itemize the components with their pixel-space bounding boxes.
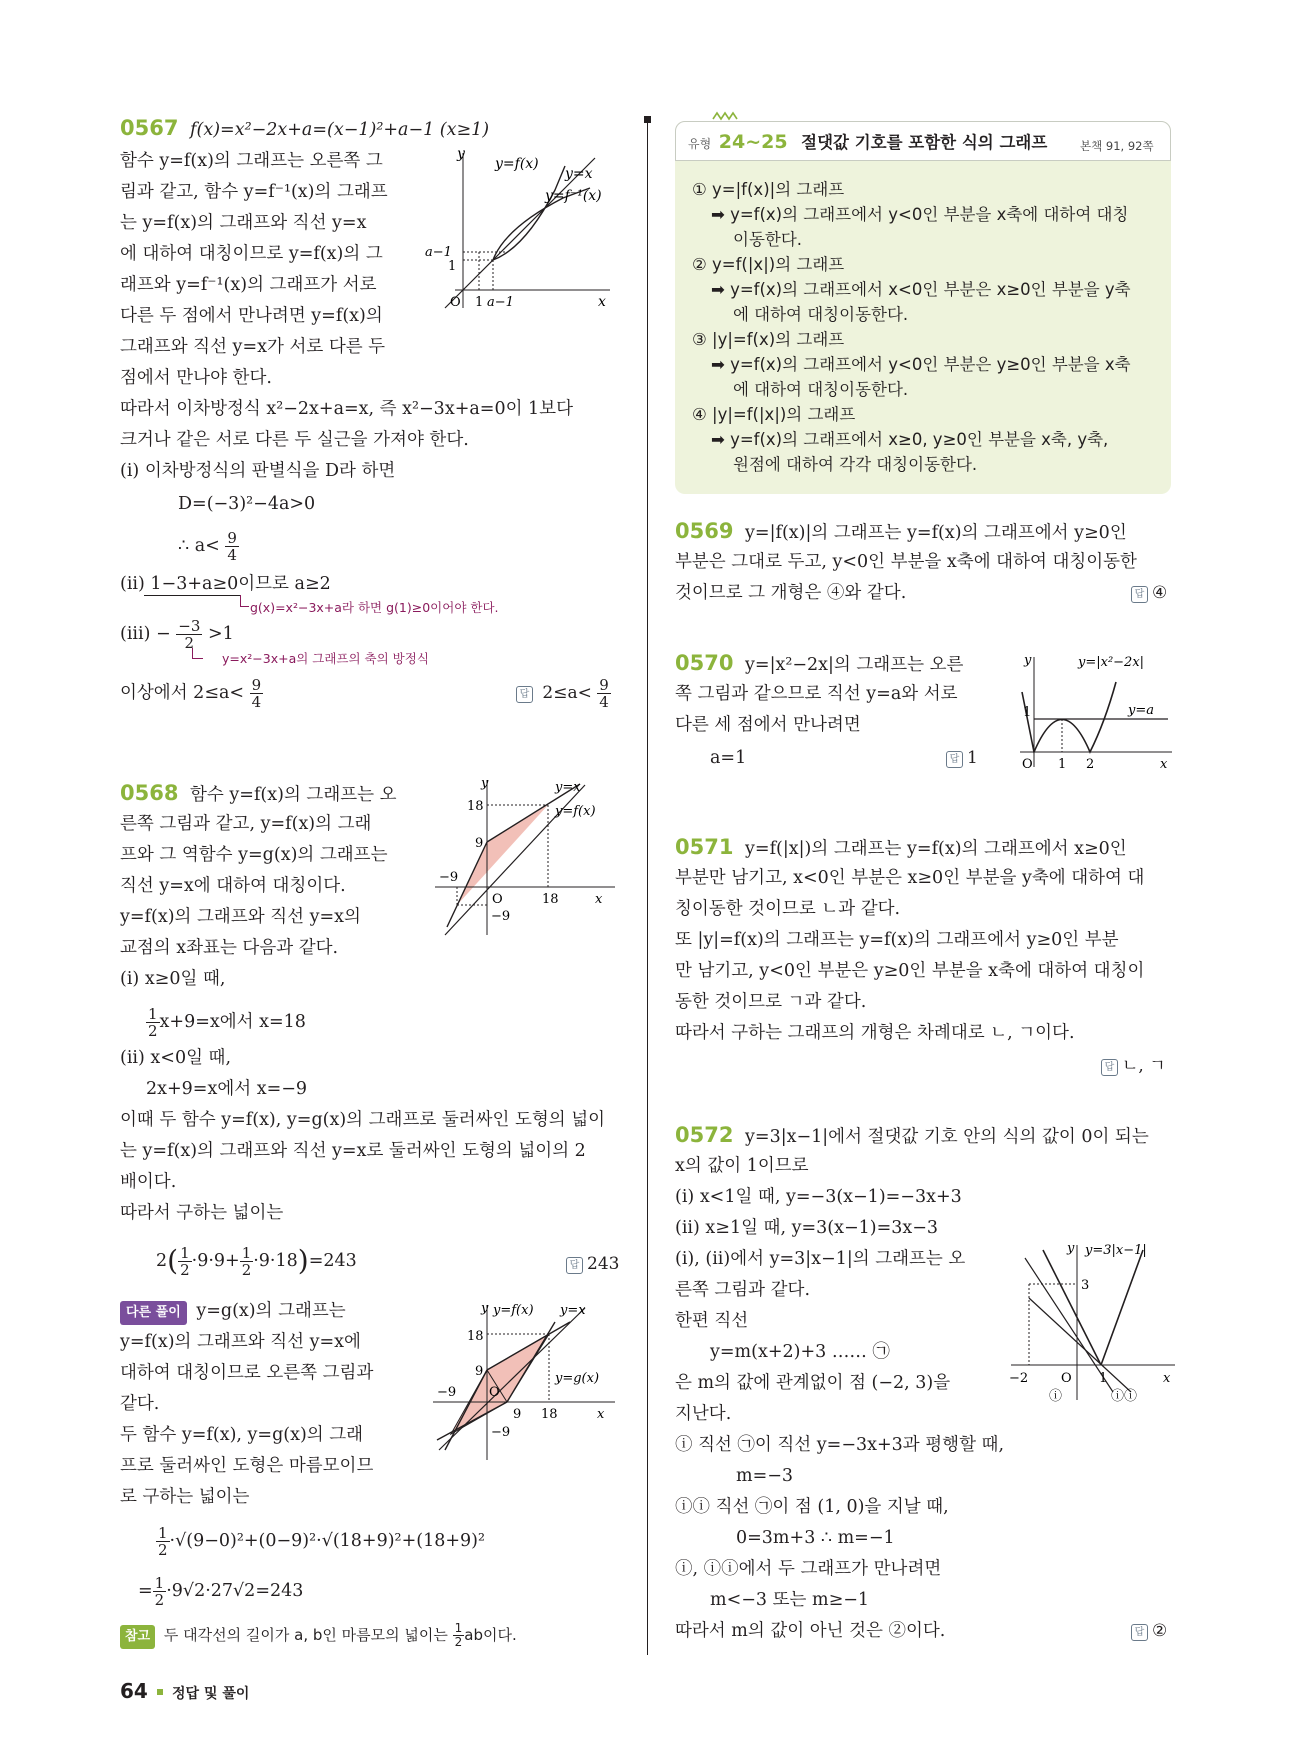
conclusion <box>120 677 263 710</box>
problem-0569-head: 0569 y=|f(x)|의 그래프는 y=f(x)의 그래프에서 y≥0인 <box>675 519 1127 543</box>
text-line: 함수 y=f(x)의 그래프는 오른쪽 그 <box>120 151 383 171</box>
box-line: ➡ y=f(x)의 그래프에서 y<0인 부분은 y≥0인 부분을 x축 <box>711 355 1131 374</box>
problem-0568-head: 0568 함수 y=f(x)의 그래프는 오 <box>120 781 397 805</box>
tick-label: a−1 <box>487 295 514 310</box>
column-divider <box>647 120 648 1655</box>
text: ab이다. <box>464 1626 517 1644</box>
numerator: 1 <box>241 1244 252 1262</box>
page-number: 64 <box>120 1679 148 1703</box>
axis-label: y <box>1024 653 1032 668</box>
denominator: 2 <box>454 1635 463 1649</box>
tick-label: 2 <box>1086 757 1095 772</box>
origin-label: O <box>1022 757 1033 772</box>
curve-f <box>493 166 565 260</box>
answer-0572 <box>1131 1620 1167 1642</box>
text-line: 직선 y=x에 대하여 대칭이다. <box>120 876 346 896</box>
box-line: 에 대하여 대칭이동한다. <box>733 380 909 399</box>
answer-icon: 답 <box>946 751 963 768</box>
text-line: 만 남기고, y<0인 부분은 y≥0인 부분을 x축에 대하여 대칭이 <box>675 961 1145 981</box>
box-line: ② y=f(|x|)의 그래프 <box>692 255 845 274</box>
equation-text: ∴ a< <box>178 536 220 556</box>
text-line: 로 구하는 넓이는 <box>120 1487 250 1507</box>
vshape-left <box>1043 1250 1101 1365</box>
text-line: 는 y=f(x)의 그래프와 직선 y=x로 둘러싸인 도형의 넓이의 2 <box>120 1141 586 1161</box>
box-line: 에 대하여 대칭이동한다. <box>733 305 909 324</box>
axis-label: x <box>598 294 606 310</box>
equation-text: x+9=x에서 x=18 <box>159 1012 306 1032</box>
label: y=g(x) <box>555 1371 600 1386</box>
box-line: 이동한다. <box>733 230 803 249</box>
rhombus <box>451 1334 549 1434</box>
graph-0568-b <box>425 1300 620 1465</box>
text: 두 대각선의 길이가 a, b인 마름모의 넓이는 <box>163 1626 448 1644</box>
text-line: ⓘⓘ 직선 ㉠이 점 (1, 0)을 지날 때, <box>675 1497 949 1517</box>
numerator: −3 <box>178 617 201 635</box>
text: y=g(x)의 그래프는 <box>196 1301 346 1321</box>
answer-icon: 답 <box>1131 586 1148 603</box>
axis-label: y <box>481 776 489 791</box>
fraction <box>176 618 202 651</box>
annotation-bracket <box>240 595 249 607</box>
answer-text: ② <box>1152 1621 1168 1641</box>
graph-0570 <box>1000 652 1175 772</box>
tick-label: 18 <box>541 1407 558 1422</box>
origin-label: O <box>489 1385 500 1400</box>
text: >1 <box>207 624 234 644</box>
box-line: ➡ y=f(x)의 그래프에서 x≥0, y≥0인 부분을 x축, y축, <box>711 430 1109 449</box>
answer-0571 <box>1101 1055 1166 1077</box>
reference-note <box>120 1622 517 1649</box>
problem-0567-head: 0567 f(x)=x²−2x+a=(x−1)²+a−1 (x≥1) <box>120 116 490 140</box>
section-label: 정답 및 풀이 <box>172 1686 250 1702</box>
box-line: 원점에 대하여 각각 대칭이동한다. <box>733 455 978 474</box>
answer-0568 <box>566 1253 619 1275</box>
text-line: 림과 같고, 함수 y=f⁻¹(x)의 그래프 <box>120 182 388 202</box>
denominator: 4 <box>227 546 237 564</box>
numerator: 1 <box>154 1574 165 1592</box>
text-line: 같다. <box>120 1394 160 1414</box>
tick-label: −2 <box>1009 1371 1029 1386</box>
text-line: 따라서 m의 값이 아닌 것은 ②이다. <box>675 1621 946 1641</box>
fraction <box>146 1006 160 1039</box>
answer-icon: 답 <box>566 1257 583 1274</box>
text-line: 다른 세 점에서 만나려면 <box>675 715 861 735</box>
footer-square <box>157 1689 163 1695</box>
text: 이상에서 2≤a< <box>120 683 245 703</box>
text-line: 것이므로 그 개형은 ④와 같다. <box>675 583 907 603</box>
graph-0572 <box>1003 1240 1178 1405</box>
text-line: 또 |y|=f(x)의 그래프는 y=f(x)의 그래프에서 y≥0인 부분 <box>675 930 1119 950</box>
numerator: 9 <box>251 676 262 694</box>
problem-0572-head: 0572 y=3|x−1|에서 절댓값 기호 안의 식의 값이 0이 되는 <box>675 1123 1149 1147</box>
text-line: y=m(x+2)+3 …… ㉠ <box>710 1342 890 1362</box>
text-line: m=−3 <box>736 1466 794 1486</box>
text-line: 크거나 같은 서로 다른 두 실근을 가져야 한다. <box>120 430 469 450</box>
text-line: 따라서 이차방정식 x²−2x+a=x, 즉 x²−3x+a=0이 1보다 <box>120 399 573 419</box>
denominator: 4 <box>599 693 609 711</box>
text: ·9·9+ <box>191 1251 240 1271</box>
label: y=x <box>555 780 581 795</box>
text-line: 른쪽 그림과 같고, y=f(x)의 그래 <box>120 814 372 834</box>
numerator: 9 <box>599 676 609 694</box>
equation: D=(−3)²−4a>0 <box>178 494 316 514</box>
annotation: g(x)=x²−3x+a라 하면 g(1)≥0이어야 한다. <box>250 600 499 615</box>
label: y=|x²−2x| <box>1078 655 1145 670</box>
text-line: 부분은 그대로 두고, y<0인 부분을 x축에 대하여 대칭이동한 <box>675 552 1137 572</box>
answer-text: 2≤a< <box>542 683 592 703</box>
tick-label: −9 <box>437 1385 457 1400</box>
text-line: 교점의 x좌표는 다음과 같다. <box>120 938 339 958</box>
text-line: 칭이동한 것이므로 ㄴ과 같다. <box>675 899 901 919</box>
text-line: 한편 직선 <box>675 1311 749 1331</box>
label: y=f(x) <box>493 1303 534 1318</box>
fraction <box>156 1525 170 1558</box>
fraction <box>453 1622 465 1649</box>
tick-label: 18 <box>467 799 484 814</box>
text-line: y=f(x)의 그래프와 직선 y=x의 <box>120 907 361 927</box>
denominator: 2 <box>241 1261 252 1279</box>
paren: ( <box>167 1244 179 1277</box>
label: y=f(x) <box>555 804 596 819</box>
text-line: 쪽 그림과 같으므로 직선 y=a와 서로 <box>675 684 958 704</box>
fraction <box>178 1245 192 1278</box>
text: =243 <box>308 1251 357 1271</box>
tick-label: a−1 <box>425 245 452 260</box>
text-line: (i), (ii)에서 y=3|x−1|의 그래프는 오 <box>675 1249 966 1269</box>
axis-label: x <box>597 1407 605 1422</box>
axis-label: y <box>457 148 465 162</box>
ref-badge: 참고 <box>120 1625 155 1649</box>
text-line: 부분만 남기고, x<0인 부분은 x≥0인 부분을 y축에 대하여 대 <box>675 868 1145 888</box>
fraction <box>250 677 264 710</box>
axis-label: x <box>1160 757 1168 772</box>
answer-0569 <box>1131 582 1167 604</box>
tick-label: 9 <box>513 1407 522 1422</box>
box-line: ① y=|f(x)|의 그래프 <box>692 180 845 199</box>
tick-label: 1 <box>475 295 484 310</box>
problem-0570-head: 0570 y=|x²−2x|의 그래프는 오른 <box>675 651 964 675</box>
graph-0567 <box>415 148 615 313</box>
text-line: 이때 두 함수 y=f(x), y=g(x)의 그래프로 둘러싸인 도형의 넓이 <box>120 1110 606 1130</box>
equation <box>146 1006 306 1039</box>
text-line: 는 y=f(x)의 그래프와 직선 y=x <box>120 213 367 233</box>
box-line: ➡ y=f(x)의 그래프에서 y<0인 부분을 x축에 대하여 대칭 <box>711 205 1129 224</box>
denominator: 2 <box>180 1261 190 1279</box>
line-marker: ⓘ <box>1049 1389 1063 1404</box>
equation <box>178 530 239 563</box>
tick-label: 1 <box>1058 757 1067 772</box>
origin-label: O <box>450 295 461 310</box>
problem-0571-head: 0571 y=f(|x|)의 그래프는 y=f(x)의 그래프에서 x≥0인 <box>675 835 1127 859</box>
text: 2 <box>156 1251 168 1271</box>
axis-label: y <box>481 1301 489 1316</box>
text-line: 래프와 y=f⁻¹(x)의 그래프가 서로 <box>120 275 377 295</box>
underline <box>144 595 240 596</box>
numerator: 1 <box>158 1524 168 1542</box>
graph-0568-a <box>425 775 615 940</box>
tick-label: 1 <box>1099 1371 1108 1386</box>
answer-0567 <box>516 677 611 710</box>
axis-label: y <box>1067 1241 1075 1256</box>
text-line: 따라서 구하는 그래프의 개형은 차례대로 ㄴ, ㄱ이다. <box>675 1023 1075 1043</box>
label: y=3|x−1| <box>1085 1243 1147 1258</box>
origin-label: O <box>1061 1371 1072 1386</box>
label: y=f(x) <box>495 156 539 172</box>
column-divider-cap <box>644 116 651 123</box>
equation: a=1 <box>710 748 747 768</box>
type-label: 유형 <box>688 137 712 151</box>
condition-ii: (ii) 1−3+a≥0이므로 a≥2 <box>120 574 331 594</box>
line-ii <box>1029 1298 1131 1392</box>
axis-label: x <box>1163 1371 1171 1386</box>
shaded-region <box>457 805 548 905</box>
box-title: 절댓값 기호를 포함한 식의 그래프 <box>801 133 1048 152</box>
denominator: 4 <box>251 693 262 711</box>
concept-box-ref: 본책 91, 92쪽 <box>1080 139 1154 153</box>
text: = <box>138 1581 153 1601</box>
text-line: 다른 두 점에서 만나려면 y=f(x)의 <box>120 306 383 326</box>
label: y=x <box>560 1303 586 1318</box>
denominator: 2 <box>154 1591 165 1609</box>
answer-icon: 답 <box>1101 1059 1118 1076</box>
box-line: ➡ y=f(x)의 그래프에서 x<0인 부분은 x≥0인 부분을 y축 <box>711 280 1131 299</box>
text-line: 프와 그 역함수 y=g(x)의 그래프는 <box>120 845 388 865</box>
text-line: ⓘ, ⓘⓘ에서 두 그래프가 만나려면 <box>675 1559 942 1579</box>
page-footer <box>120 1680 249 1705</box>
alt-equation-2 <box>138 1575 303 1608</box>
answer-0570 <box>946 747 978 769</box>
box-line: ④ |y|=f(|x|)의 그래프 <box>692 405 856 424</box>
fraction <box>240 1245 254 1278</box>
denominator: 2 <box>184 634 195 652</box>
tick-label: −9 <box>491 909 511 924</box>
paren: ) <box>297 1244 309 1277</box>
denominator: 2 <box>148 1022 158 1040</box>
numerator: 1 <box>180 1244 190 1262</box>
text: ·9·18 <box>253 1251 298 1271</box>
text-line: 대하여 대칭이므로 오른쪽 그림과 <box>120 1363 374 1383</box>
text-line: 에 대하여 대칭이므로 y=f(x)의 그 <box>120 244 383 264</box>
text-line: 두 함수 y=f(x), y=g(x)의 그래 <box>120 1425 364 1445</box>
tick-label: 18 <box>467 1329 484 1344</box>
numerator: 9 <box>227 529 237 547</box>
fraction <box>225 530 239 563</box>
text-line: m<−3 또는 m≥−1 <box>710 1590 870 1610</box>
numerator: 1 <box>454 1621 463 1635</box>
text-line: 프로 둘러싸인 도형은 마름모이므 <box>120 1456 374 1476</box>
annotation: y=x²−3x+a의 그래프의 축의 방정식 <box>222 651 429 666</box>
text-line: ⓘ 직선 ㉠이 직선 y=−3x+3과 평행할 때, <box>675 1435 1005 1455</box>
text-line: 동한 것이므로 ㄱ과 같다. <box>675 992 867 1012</box>
fraction <box>153 1575 167 1608</box>
tick-label: 1 <box>1023 705 1032 720</box>
text-line: 그래프와 직선 y=x가 서로 다른 두 <box>120 337 386 357</box>
text-line: y=f(x)의 그래프와 직선 y=x에 <box>120 1332 361 1352</box>
type-number: 24~25 <box>718 131 788 153</box>
box-line: ③ |y|=f(x)의 그래프 <box>692 330 845 349</box>
denominator: 2 <box>158 1541 168 1559</box>
text-line: 0=3m+3 ∴ m=−1 <box>736 1528 895 1548</box>
text-line: (ii) x<0일 때, <box>120 1048 232 1068</box>
numerator: 1 <box>148 1005 158 1023</box>
alt-equation-1 <box>156 1525 485 1558</box>
answer-icon: 답 <box>516 686 533 703</box>
tick-label: −9 <box>491 1425 511 1440</box>
answer-text: 243 <box>587 1254 620 1274</box>
curve <box>1022 682 1116 752</box>
label: y=f⁻¹(x) <box>545 188 602 204</box>
tick-label: 9 <box>475 1364 484 1379</box>
text-line: (i) x≥0일 때, <box>120 969 226 989</box>
text: (iii) − <box>120 624 171 644</box>
tick-label: 9 <box>475 836 484 851</box>
text: ·9√2·27√2=243 <box>166 1581 304 1601</box>
origin-label: O <box>492 892 503 907</box>
label: y=a <box>1128 703 1154 718</box>
text: ·√(9−0)²+(0−9)²·√(18+9)²+(18+9)² <box>169 1531 485 1551</box>
answer-icon: 답 <box>1131 1624 1148 1641</box>
tick-label: 1 <box>448 259 457 274</box>
tick-label: 3 <box>1081 1278 1090 1293</box>
text-line: 점에서 만나야 한다. <box>120 368 272 388</box>
alt-solution-head <box>120 1300 346 1325</box>
text-line: (i) x<1일 때, y=−3(x−1)=−3x+3 <box>675 1187 962 1207</box>
line-marker: ⓘⓘ <box>1111 1389 1138 1404</box>
text-line: 따라서 구하는 넓이는 <box>120 1203 284 1223</box>
answer-text: ㄴ, ㄱ <box>1122 1056 1166 1076</box>
fraction <box>597 677 611 710</box>
condition-iii <box>120 618 234 651</box>
text-line: 은 m의 값에 관계없이 점 (−2, 3)을 <box>675 1373 951 1393</box>
wave-icon <box>712 110 738 122</box>
area-equation <box>156 1245 357 1278</box>
equation: 2x+9=x에서 x=−9 <box>146 1079 308 1099</box>
tick-label: 18 <box>542 892 559 907</box>
text-line: x의 값이 1이므로 <box>675 1156 809 1176</box>
annotation-bracket <box>192 648 203 659</box>
answer-text: ④ <box>1152 583 1168 603</box>
concept-box-title <box>688 131 1047 155</box>
text-line: (ii) x≥1일 때, y=3(x−1)=3x−3 <box>675 1218 939 1238</box>
answer-text: 1 <box>967 748 978 768</box>
label: y=x <box>565 166 593 182</box>
text-line: 지난다. <box>675 1404 732 1424</box>
text-line: (i) 이차방정식의 판별식을 D라 하면 <box>120 461 396 481</box>
vshape-right <box>1101 1250 1143 1365</box>
alt-badge: 다른 풀이 <box>120 1301 187 1325</box>
axis-label: x <box>595 892 603 907</box>
text-line: 른쪽 그림과 같다. <box>675 1280 811 1300</box>
text-line: 배이다. <box>120 1172 177 1192</box>
tick-label: −9 <box>439 870 459 885</box>
